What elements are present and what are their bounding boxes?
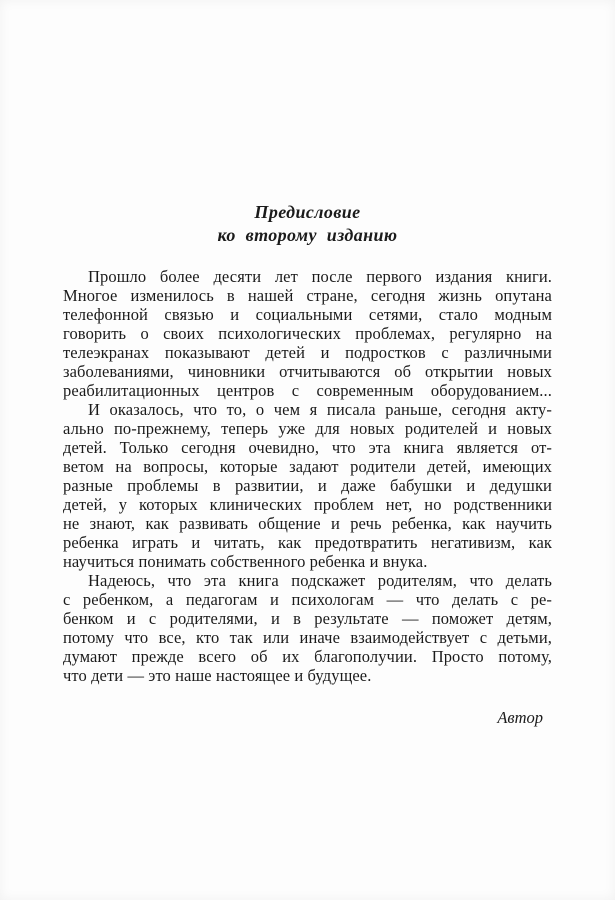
text-line: разные проблемы в развитии, и даже бабушки и дедушки (63, 476, 552, 495)
text-line: Многое изменилось в нашей стране, сегодня жизнь опутана (63, 286, 552, 305)
chapter-title-line-1: Предисловие (254, 202, 361, 222)
text-line: ально по-прежнему, теперь уже для новых родителей и новых (63, 419, 552, 438)
text-line: Прошло более десяти лет после первого издания книги. (88, 267, 552, 286)
text-line: заболеваниями, чиновники отчитываются об открытии новых (63, 362, 552, 381)
text-line: телефонной связью и социальными сетями, стало модным (63, 305, 552, 324)
chapter-title-line-2: ко второму изданию (217, 225, 398, 245)
text-line: что дети — это наше настоящее и будущее. (63, 666, 372, 685)
text-line: реабилитационных центров с современным оборудованием... (63, 381, 552, 400)
text-line: детей. Только сегодня очевидно, что эта книга является от- (63, 438, 552, 457)
text-line: ветом на вопросы, которые задают родители детей, имеющих (63, 457, 552, 476)
text-line: с ребенком, а педагогам и психологам — что делать с ре- (63, 590, 552, 609)
text-line: ребенка играть и читать, как предотвратить негативизм, как (63, 533, 552, 552)
text-line: научиться понимать собственного ребенка и внука. (63, 552, 428, 571)
text-line: телеэкранах показывают детей и подростков с различными (63, 343, 552, 362)
text-line: И оказалось, что то, о чем я писала раньше, сегодня акту- (88, 400, 552, 419)
text-column (63, 0, 552, 727)
text-line: думают прежде всего об их благополучии. Просто потому, (63, 647, 552, 666)
text-line: говорить о своих психологических проблемах, регулярно на (63, 324, 552, 343)
text-line: не знают, как развивать общение и речь ребенка, как научить (63, 514, 552, 533)
chapter-title (63, 201, 552, 247)
text-line: бенком и с родителями, и в результате — поможет детям, (63, 609, 552, 628)
text-line: Надеюсь, что эта книга подскажет родителям, что делать (88, 571, 552, 590)
author-signature: Автор (497, 708, 543, 727)
text-line: детей, у которых клинических проблем нет, но родственники (63, 495, 552, 514)
text-line: потому что все, кто так или иначе взаимодействует с детьми, (63, 628, 552, 647)
body-text (63, 267, 552, 685)
